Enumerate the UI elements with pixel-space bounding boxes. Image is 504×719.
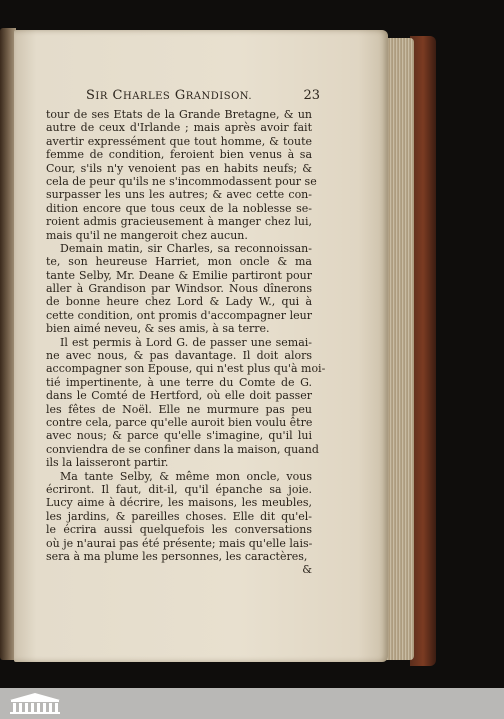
building-logo-icon (6, 690, 64, 716)
text-line: sera à ma plume les personnes, les caractères, (46, 549, 308, 563)
text-line: où je n'aurai pas été présente; mais qu'elle lais- (46, 536, 313, 550)
text-line: avec nous; & parce qu'elle s'imagine, qu'il lui (46, 429, 312, 443)
text-line: te, son heureuse Harriet, mon oncle & ma (46, 255, 312, 269)
running-head (86, 88, 314, 106)
page-stack (384, 38, 414, 660)
text-line: Cour, s'ils n'y venoient pas en habits neufs; & (46, 161, 312, 175)
text-line: les fêtes de Noël. Elle ne murmure pas peu (46, 402, 312, 416)
text-line: le écrira aussi quelquefois les conversations (46, 523, 312, 537)
text-line: femme de condition, feroient bien venus à sa (46, 148, 312, 162)
text-line: ils la laisseront partir. (46, 456, 169, 470)
text-line: Demain matin, sir Charles, sa reconnoissan- (60, 241, 312, 255)
text-line: avertir expressément que tout homme, & toute (46, 134, 312, 148)
text-line: dition encore que tous ceux de la noblesse se- (46, 201, 312, 215)
page-number: 23 (303, 88, 320, 103)
text-line: Il est permis à Lord G. de passer une semai- (60, 335, 312, 349)
text-line: surpasser les uns les autres; & avec cette con- (46, 188, 312, 202)
text-line: mais qu'il ne mangeroit chez aucun. (46, 228, 248, 242)
text-line: accompagner son Epouse, qui n'est plus qu'à moi- (46, 362, 326, 376)
text-line: tour de ses Etats de la Grande Bretagne, & un (46, 108, 312, 121)
text-line: conviendra de se confiner dans la maison, quand (46, 442, 319, 456)
text-block (46, 108, 326, 577)
text-line: contre cela, parce qu'elle auroit bien voulu être (46, 415, 313, 429)
text-line: dans le Comté de Hertford, où elle doit passer (46, 389, 312, 403)
text-line: autre de ceux d'Irlande ; mais après avoir fait (46, 121, 312, 135)
text-line: Ma tante Selby, & même mon oncle, vous (60, 469, 312, 483)
text-line: les jardins, & pareilles choses. Elle dit qu'el- (46, 509, 312, 523)
text-line: Lucy aime à décrire, les maisons, les meubles, (46, 496, 312, 510)
text-line: aller à Grandison par Windsor. Nous dînerons (46, 282, 312, 296)
running-head-text: SIR CHARLES GRANDISON. (86, 88, 253, 103)
text-line: cela de peur qu'ils ne s'incommodassent pour se (46, 174, 317, 188)
text-line: roient admis gracieusement à manger chez lui, (46, 215, 312, 229)
text-line: écriront. Il faut, dit-il, qu'il épanche sa joie. (46, 482, 312, 496)
text-line: de bonne heure chez Lord & Lady W., qui à (46, 295, 312, 309)
text-line: ne avec nous, & pas davantage. Il doit alors (46, 349, 312, 363)
footer-bar (0, 688, 504, 719)
text-line: tié impertinente, à une terre du Comte de G. (46, 375, 312, 389)
text-line: & (302, 563, 312, 577)
text-line: bien aimé neveu, & ses amis, à sa terre. (46, 322, 270, 336)
text-line: cette condition, ont promis d'accompagner leur (46, 308, 312, 322)
text-line: tante Selby, Mr. Deane & Emilie partiront pour (46, 268, 312, 282)
